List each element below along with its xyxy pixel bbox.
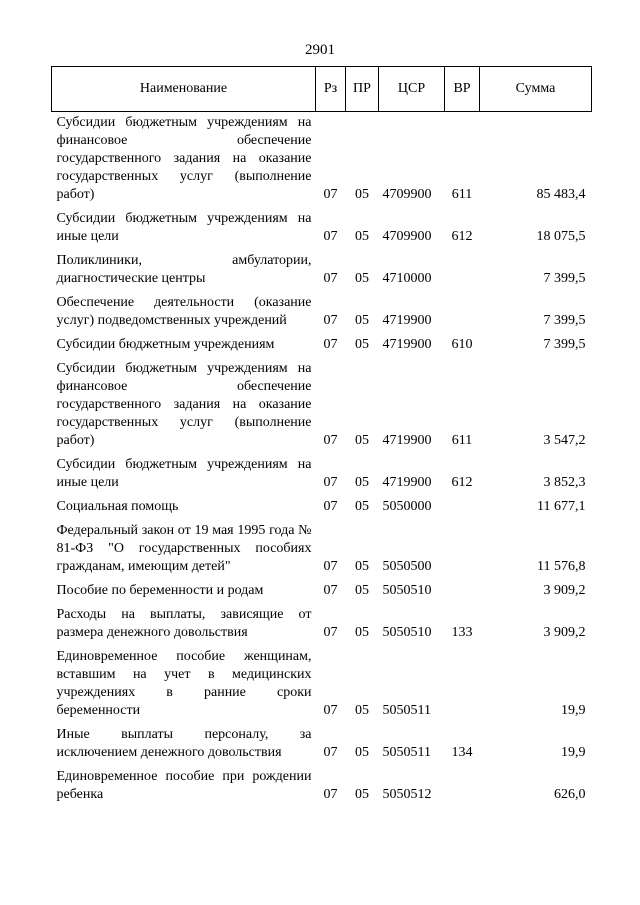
cell-sum: 3 909,2 [543, 583, 586, 598]
cell-vr: 133 [451, 625, 473, 640]
cell-csr: 5050510 [382, 625, 432, 640]
table-body [52, 112, 592, 809]
cell-pr: 05 [355, 271, 369, 286]
cell-vr [445, 496, 480, 520]
header-vr: ВР [445, 67, 480, 112]
cell-sum: 19,9 [561, 745, 586, 760]
cell-csr: 5050511 [382, 745, 431, 760]
cell-csr: 5050511 [382, 703, 431, 718]
cell-csr: 5050512 [382, 787, 432, 802]
cell-name: Расходы на выплаты, зависящие от размера денежного довольствия [56, 607, 312, 640]
cell-sum: 7 399,5 [543, 313, 586, 328]
cell-rz: 07 [323, 625, 338, 640]
cell-sum: 3 547,2 [543, 433, 586, 448]
cell-pr: 05 [355, 787, 369, 802]
cell-name: Субсидии бюджетным учреждениям на иные цели [56, 211, 312, 244]
cell-vr [445, 646, 480, 724]
cell-vr [445, 250, 480, 292]
cell-rz: 07 [323, 475, 338, 490]
cell-sum: 3 852,3 [543, 475, 586, 490]
cell-pr: 05 [355, 337, 369, 352]
cell-rz: 07 [323, 271, 338, 286]
table-row [52, 292, 592, 334]
cell-pr: 05 [355, 499, 369, 514]
page-number: 2901 [305, 42, 335, 58]
cell-rz: 07 [323, 703, 338, 718]
cell-pr: 05 [355, 187, 369, 202]
cell-name: Субсидии бюджетным учреждениям на иные цели [56, 457, 312, 490]
header-pr: ПР [346, 67, 379, 112]
cell-rz: 07 [323, 583, 338, 598]
header-csr: ЦСР [379, 67, 445, 112]
cell-rz: 07 [323, 559, 338, 574]
header-name: Наименование [52, 67, 316, 112]
cell-csr: 5050510 [382, 583, 432, 598]
table-row [52, 334, 592, 358]
cell-csr: 4709900 [382, 187, 432, 202]
cell-pr: 05 [355, 313, 369, 328]
cell-vr: 134 [451, 745, 473, 760]
header-sum: Сумма [480, 67, 592, 112]
cell-sum: 11 576,8 [537, 559, 586, 574]
cell-vr [445, 766, 480, 808]
cell-sum: 7 399,5 [543, 337, 586, 352]
cell-rz: 07 [323, 313, 338, 328]
cell-pr: 05 [355, 583, 369, 598]
cell-vr [445, 520, 480, 580]
table-row [52, 766, 592, 808]
cell-pr: 05 [355, 559, 369, 574]
cell-csr: 4709900 [382, 229, 432, 244]
cell-vr [445, 580, 480, 604]
cell-pr: 05 [355, 229, 369, 244]
cell-vr: 610 [451, 337, 473, 352]
cell-pr: 05 [355, 475, 369, 490]
cell-vr [445, 292, 480, 334]
cell-rz: 07 [323, 499, 338, 514]
cell-name: Субсидии бюджетным учреждениям [56, 337, 275, 352]
cell-name: Пособие по беременности и родам [56, 583, 264, 598]
cell-pr: 05 [355, 745, 369, 760]
cell-sum: 3 909,2 [543, 625, 586, 640]
cell-csr: 5050500 [382, 559, 432, 574]
cell-csr: 4710000 [382, 271, 432, 286]
table-row [52, 250, 592, 292]
header-rz: Рз [316, 67, 346, 112]
cell-name: Единовременное пособие женщинам, вставшим на учет в медицинских учреждениях в ранние сроки беременности [56, 649, 312, 718]
cell-rz: 07 [323, 187, 338, 202]
cell-rz: 07 [323, 229, 338, 244]
table-row [52, 646, 592, 724]
cell-sum: 626,0 [554, 787, 586, 802]
cell-sum: 19,9 [561, 703, 586, 718]
cell-name: Субсидии бюджетным учреждениям на финансовое обеспечение государственного задания на оказание государственных услуг (выполнение работ) [56, 115, 312, 202]
cell-csr: 4719900 [382, 313, 432, 328]
cell-rz: 07 [323, 337, 338, 352]
cell-name: Федеральный закон от 19 мая 1995 года № 81-ФЗ "О государственных пособиях гражданам, имеющим детей" [56, 523, 312, 574]
table-row [52, 724, 592, 766]
cell-vr: 611 [451, 187, 473, 202]
cell-pr: 05 [355, 433, 369, 448]
cell-vr: 612 [451, 475, 473, 490]
budget-table [51, 66, 592, 808]
table-row [52, 520, 592, 580]
cell-sum: 18 075,5 [536, 229, 586, 244]
table-row [52, 358, 592, 454]
cell-name: Социальная помощь [56, 499, 179, 514]
cell-name: Субсидии бюджетным учреждениям на финансовое обеспечение государственного задания на оказание государственных услуг (выполнение работ) [56, 361, 312, 448]
cell-rz: 07 [323, 787, 338, 802]
table-row [52, 454, 592, 496]
cell-vr: 611 [451, 433, 473, 448]
cell-vr: 612 [451, 229, 473, 244]
cell-sum: 11 677,1 [537, 499, 586, 514]
cell-csr: 4719900 [382, 475, 432, 490]
table-row [52, 208, 592, 250]
cell-name: Обеспечение деятельности (оказание услуг) подведомственных учреждений [56, 295, 312, 328]
table-row [52, 112, 592, 209]
cell-name: Иные выплаты персоналу, за исключением денежного довольствия [56, 727, 312, 760]
cell-sum: 7 399,5 [543, 271, 586, 286]
cell-rz: 07 [323, 745, 338, 760]
table-row [52, 580, 592, 604]
cell-csr: 4719900 [382, 433, 432, 448]
cell-name: Единовременное пособие при рождении ребенка [56, 769, 312, 802]
cell-pr: 05 [355, 625, 369, 640]
cell-csr: 5050000 [382, 499, 432, 514]
table-header [52, 67, 592, 112]
cell-sum: 85 483,4 [536, 187, 586, 202]
table-row [52, 604, 592, 646]
cell-pr: 05 [355, 703, 369, 718]
cell-csr: 4719900 [382, 337, 432, 352]
table-row [52, 496, 592, 520]
cell-rz: 07 [323, 433, 338, 448]
cell-name: Поликлиники, амбулатории, диагностические центры [56, 253, 312, 286]
